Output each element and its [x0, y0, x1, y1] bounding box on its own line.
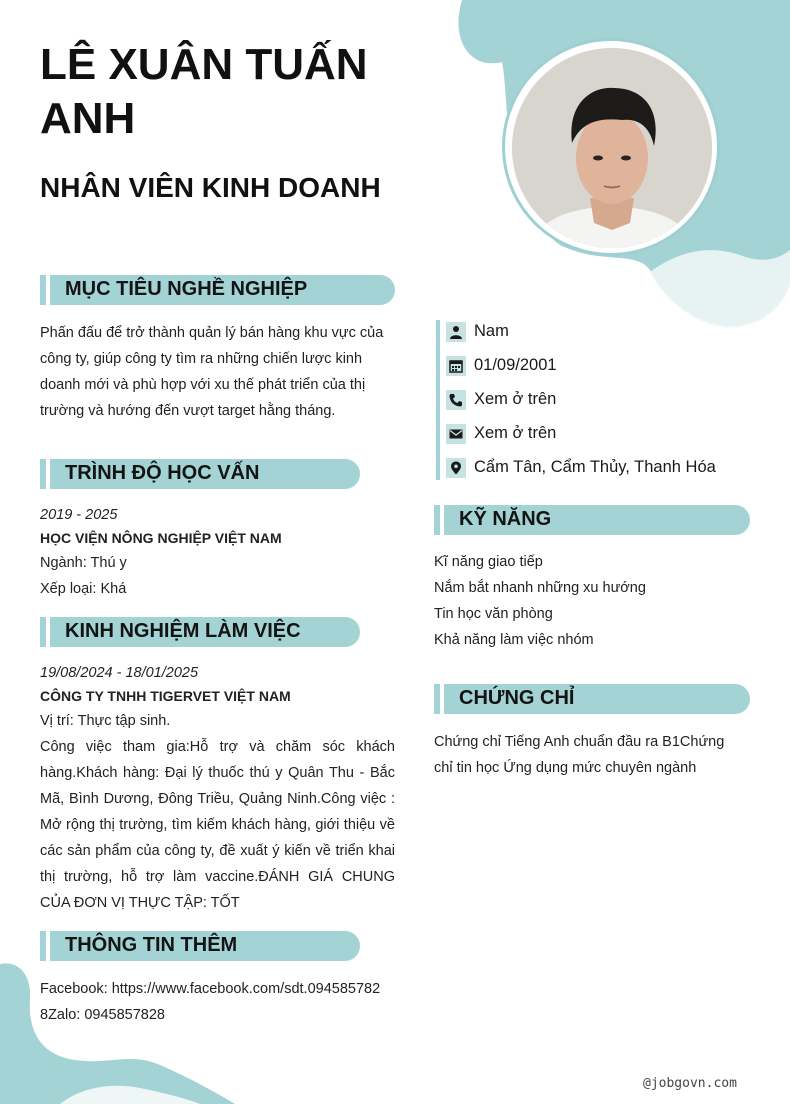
- skill-item: Kĩ năng giao tiếp: [434, 554, 543, 570]
- skill-item: Khả năng làm việc nhóm: [434, 632, 594, 648]
- skills-heading: KỸ NĂNG: [434, 505, 750, 535]
- additional-text: Facebook: https://www.facebook.com/sdt.0945857828Zalo: 0945857828: [40, 981, 381, 1023]
- additional-heading: THÔNG TIN THÊM: [40, 931, 360, 961]
- objective-heading: MỤC TIÊU NGHỀ NGHIỆP: [40, 275, 395, 305]
- education-period: 2019 - 2025: [40, 507, 118, 523]
- experience-company: CÔNG TY TNHH TIGERVET VIỆT NAM: [40, 688, 291, 704]
- experience-description: Công việc tham gia:Hỗ trợ và chăm sóc khách hàng.Khách hàng: Đại lý thuốc thú y Quân Thu - Bắc Mã, Bình Dương, Đông Triều, Quảng Ninh.Công việc : Mở rộng thị trường, tìm kiếm khách hàng, giới thiệu về các sản phẩm của công ty, đề xuất ý kiến về triển khai thị trường, hỗ trợ làm vaccine.ĐÁNH GIÁ CHUNG CỦA ĐƠN VỊ THỰC TẬP: TỐT: [40, 739, 395, 911]
- calendar-icon: [446, 356, 466, 376]
- objective-text: Phấn đấu để trở thành quản lý bán hàng khu vực của công ty, giúp công ty tìm ra những chiến lược kinh doanh mới và phù hợp với xu thế phát triển của thị trường và hướng đến vượt target hằng tháng.: [40, 325, 384, 419]
- experience-heading: KINH NGHIỆM LÀM VIỆC: [40, 617, 360, 647]
- education-school: HỌC VIỆN NÔNG NGHIỆP VIỆT NAM: [40, 530, 282, 546]
- skill-item: Tin học văn phòng: [434, 606, 553, 622]
- education-grade: Xếp loại: Khá: [40, 581, 127, 597]
- watermark: @jobgovn.com: [643, 1076, 737, 1091]
- contact-info: Nam 01/09/2001 Xem ở trên Xem ở trên Cẩm Tân, Cẩm Thủy, Thanh Hóa: [436, 318, 756, 480]
- person-icon: [446, 322, 466, 342]
- experience-period: 19/08/2024 - 18/01/2025: [40, 665, 199, 681]
- experience-position: Vị trí: Thực tập sinh.: [40, 713, 171, 729]
- location-icon: [446, 458, 466, 478]
- avatar: [512, 48, 712, 248]
- mail-icon: [446, 424, 466, 444]
- certificates-text: Chứng chỉ Tiếng Anh chuẩn đầu ra B1Chứng chỉ tin học Ứng dụng mức chuyên ngành: [434, 734, 725, 776]
- education-major: Ngành: Thú y: [40, 555, 127, 571]
- job-title: NHÂN VIÊN KINH DOANH: [40, 172, 381, 203]
- phone-icon: [446, 390, 466, 410]
- certificates-heading: CHỨNG CHỈ: [434, 684, 750, 714]
- education-heading: TRÌNH ĐỘ HỌC VẤN: [40, 459, 360, 489]
- candidate-name: LÊ XUÂN TUẤN ANH: [40, 40, 368, 143]
- skill-item: Nắm bắt nhanh những xu hướng: [434, 580, 646, 596]
